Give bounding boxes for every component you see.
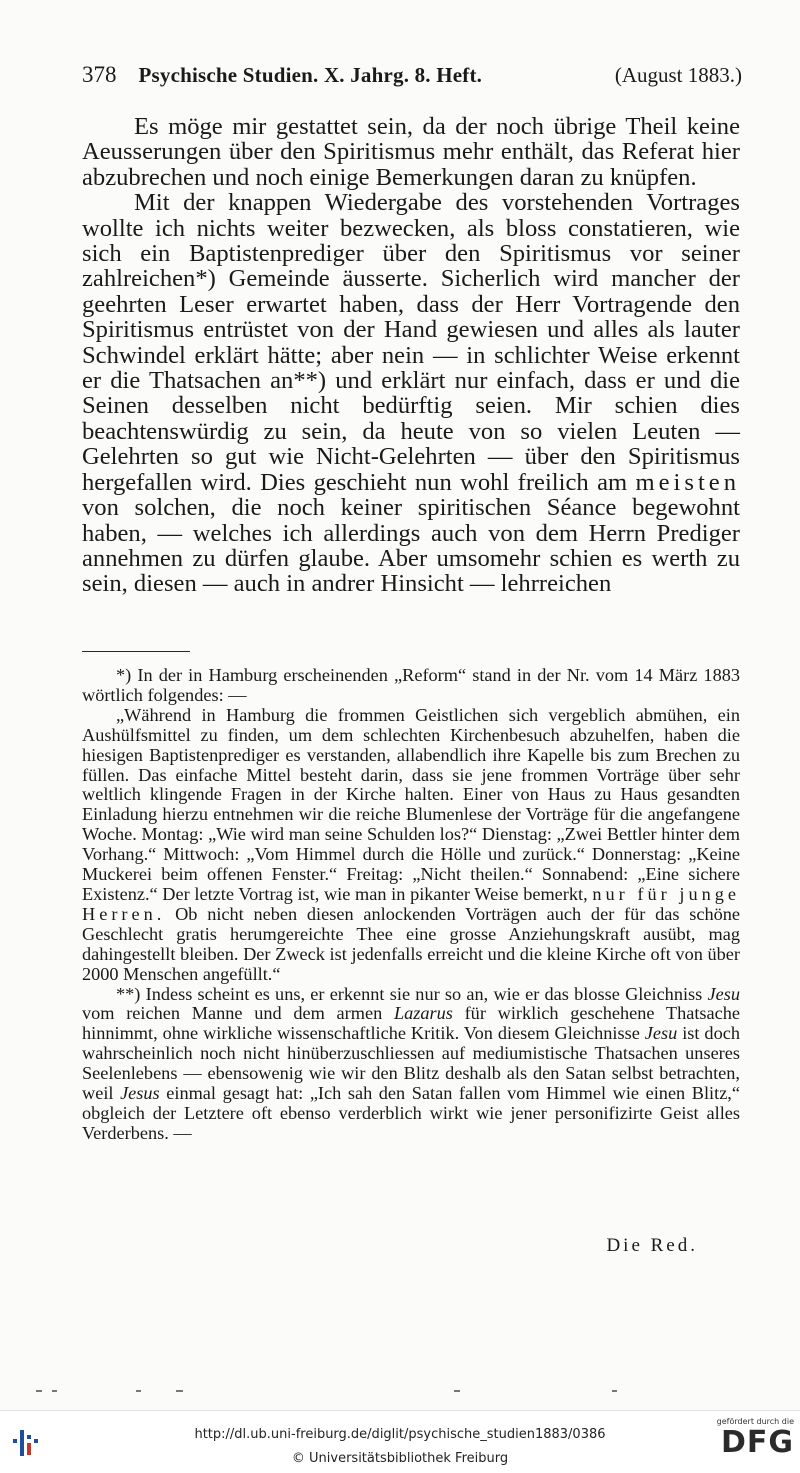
footnote-2-a: **) Indess scheint es uns, er erkennt sie nur so an, wie er das blosse Gleichniss — [116, 983, 703, 1004]
paragraph-2 — [82, 190, 740, 597]
page-number: 378 — [82, 62, 117, 87]
editor-signature: Die Red. — [606, 1235, 698, 1256]
footnote-2-e: einmal gesagt hat: „Ich sah den Satan fallen vom Himmel wie einen Blitz,“ obgleich der Letztere oft ebenso verderblich wirkt wie jener personifizirte Geist alles Verderbens. — — [82, 1083, 740, 1143]
footnote-1-intro: *) In der in Hamburg erscheinenden „Reform“ stand in der Nr. vom 14 März 1883 wörtlich folgendes: — — [82, 665, 740, 705]
footnote-1-quote — [82, 706, 740, 985]
footnote-2 — [82, 985, 740, 1144]
issue-date: (August 1883.) — [614, 63, 742, 87]
footnote-2-lazarus: Lazarus — [393, 1003, 453, 1024]
footnote-1-quote-a: „Während in Hamburg die frommen Geistlichen sich vergeblich abmühen, ein Aushülfsmittel zu finden, um dem schlechten Kirchenbesuch abzuhelfen, haben die hiesigen Baptistenprediger es verstanden, allabendlich ihre Kapelle bis zum Brechen zu füllen. Das einfache Mittel besteht darin, dass sie jene frommen Vorträge über sehr weltlich klingende Fragen in der Kirche halten. Einer von Haus zu Haus gesandten Einladung hierzu entnehmen wir die reiche Blumenlese der Vorträge für die angefangene Woche. Montag: „Wie wird man seine Schulden los?“ Dienstag: „Zwei Bettler hinter dem Vorhang.“ Mittwoch: „Vom Himmel durch die Hölle und zurück.“ Donnerstag: „Keine Muckerei beim offenen Fenster.“ Freitag: „Nicht theilen.“ Sonnabend: „Eine sichere Existenz.“ Der letzte Vortrag ist, wie man in pikanter Weise bemerkt, — [82, 704, 740, 904]
running-title: Psychische Studien. X. Jahrg. 8. Heft. — [138, 63, 483, 87]
spaced-word: meisten — [635, 468, 741, 496]
page-header — [82, 62, 742, 88]
paragraph-2-part-a: Mit der knappen Wiedergabe des vorstehenden Vortrages wollte ich nichts weiter bezwecken, als bloss constatieren, wie sich ein Baptistenprediger über den Spiritismus vor seiner zahlreichen*) Gemeinde äusserte. Sicherlich wird mancher der geehrten Leser erwartet haben, dass der Herr Vortragende den Spiritismus entrüstet von der Hand gewiesen und alles als lauter Schwindel erklärt hätte; aber nein — in schlichter Weise erkennt er die Thatsachen an**) und erklärt nur einfach, dass er und die Seinen desselben nicht bedürftig seien. Mir schien dies beachtenswürdig zu sein, da heute von so vielen Leuten — Gelehrten so gut wie Nicht-Gelehrten — über den Spiritismus hergefallen wird. Dies geschieht nun wohl freilich am — [82, 189, 740, 496]
footnote-rule — [82, 651, 190, 652]
footnote-2-c: für wirklich geschehene Thatsache hinnimmt, ohne wirkliche wissenschaftliche Kritik. Von diesem Gleichnisse — [82, 1003, 740, 1044]
footnote-2-b: vom reichen Manne und dem armen — [82, 1003, 383, 1024]
dfg-logo[interactable] — [702, 1417, 794, 1469]
footnote-1-spaced: nur für junge Herren. — [82, 883, 740, 924]
dfg-wordmark: DFG — [720, 1425, 794, 1460]
footnote-2-jesu-2: Jesu — [644, 1023, 678, 1044]
scan-specks — [36, 1390, 636, 1394]
permalink-url[interactable]: http://dl.ub.uni-freiburg.de/diglit/psychische_studien1883/0386 — [194, 1427, 606, 1442]
footnote-2-jesus: Jesus — [120, 1083, 160, 1104]
paragraph-1: Es möge mir gestattet sein, da der noch übrige Theil keine Aeusserungen über den Spiritismus mehr enthält, das Referat hier abzubrechen und noch einige Bemerkungen daran zu knüpfen. — [82, 113, 740, 191]
copyright-notice: © Universitätsbibliothek Freiburg — [291, 1451, 509, 1466]
footnotes — [82, 666, 740, 1144]
footnote-1-quote-b: Ob nicht neben diesen anlockenden Vorträgen auch der für das schöne Geschlecht gratis herumgereichte Thee eine grosse Anziehungskraft ausübt, mag dahingestellt bleiben. Der Zweck ist jedenfalls erreicht und die kleine Kirche oft von über 2000 Menschen angefüllt.“ — [82, 903, 740, 984]
footnote-2-d: ist doch wahrscheinlich noch nicht hinüberzuschliessen auf mediumistische Thatsachen unseres Seelenlebens — ebensowenig wie wir den Blitz deshalb als den Satan selbst betrachten, weil — [82, 1023, 740, 1104]
paragraph-2-part-b: von solchen, die noch keiner spiritischen Séance begewohnt haben, — welches ich allerdings auch von dem Herrn Prediger annehmen zu dürfen glaube. Aber umsomehr schien es werth zu sein, diesen — auch in andrer Hinsicht — lehrreichen — [82, 494, 740, 598]
dfg-funded-by: gefördert durch die — [716, 1417, 794, 1426]
footer-bar — [0, 1410, 800, 1473]
footnote-2-jesu-1: Jesu — [707, 983, 741, 1004]
main-text — [82, 114, 740, 597]
